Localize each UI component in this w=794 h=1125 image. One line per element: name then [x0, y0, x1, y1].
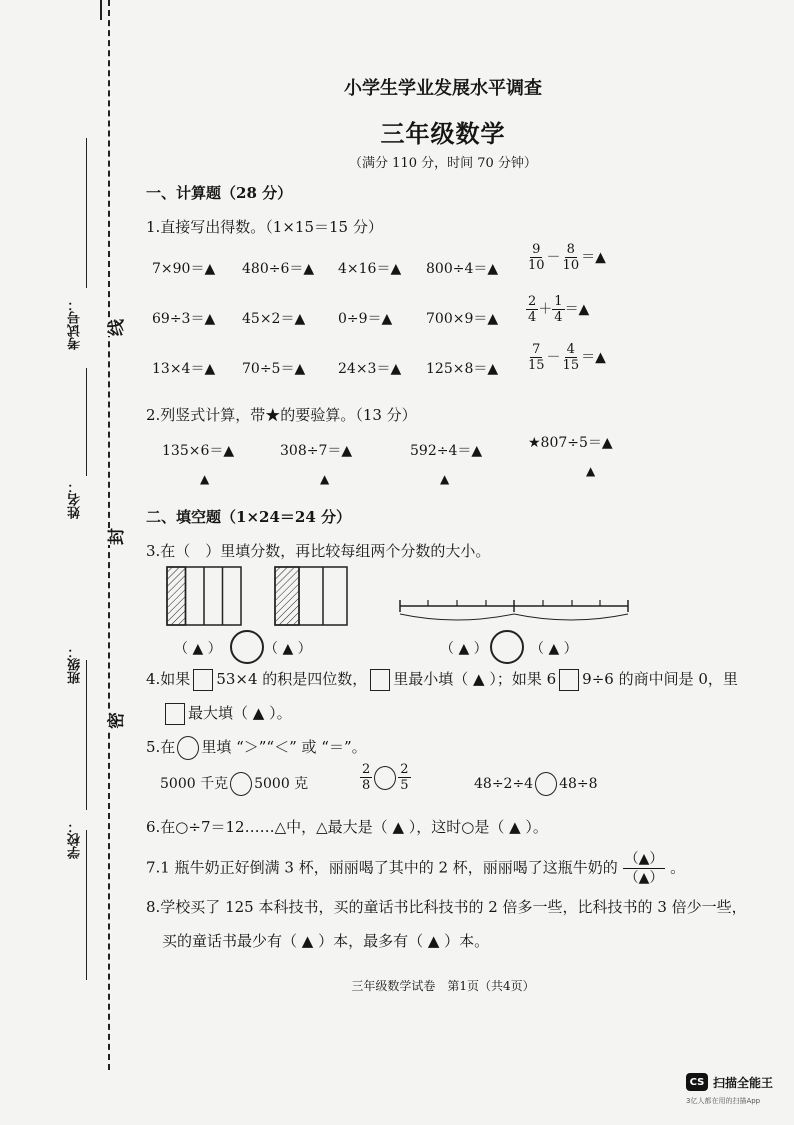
- binding-top-mark: [100, 0, 108, 20]
- q1-item: 69÷3＝▲: [152, 311, 216, 327]
- q1-item: 0÷9＝▲: [338, 311, 393, 327]
- q3-blank-right: （ ▲ ）: [264, 641, 312, 657]
- q3-blank-right-2: （ ▲ ）: [530, 641, 578, 657]
- q8-line1: 8.学校买了 125 本科技书，买的童话书比科技书的 2 倍多一些，比科技书的 3 倍少一些，: [146, 898, 747, 916]
- q2-item: ★807÷5＝▲: [528, 435, 613, 451]
- q5-circle: [374, 766, 396, 790]
- q1-item: 7×90＝▲: [152, 261, 216, 277]
- q4-digit-box: [193, 669, 213, 691]
- name-underline: [86, 368, 87, 476]
- q5-circle: [230, 772, 252, 796]
- q7-text: 7.1 瓶牛奶正好倒满 3 杯，丽丽喝了其中的 2 杯，丽丽喝了这瓶牛奶的 $\frac{(▲)}{(▲)}$ 。: [146, 851, 686, 886]
- q2-answer-mark: ▲: [320, 472, 330, 486]
- q5-intro: 5.在 里填 “＞”“＜” 或 “＝”。: [146, 736, 367, 760]
- exam-no-label: 考试号：: [68, 298, 83, 350]
- watermark-subtitle: 3亿人都在用的扫描App: [686, 1097, 761, 1105]
- q4-digit-box: [165, 703, 185, 725]
- q1-fraction-item: $\frac{9}{10}$ － $\frac{8}{10}$ ＝▲: [528, 242, 606, 273]
- q1-item: 4×16＝▲: [338, 261, 402, 277]
- q3-compare-circle-1: [230, 630, 264, 664]
- q5-item-2: $\frac{2}{8}$ $\frac{2}{5}$: [362, 762, 409, 793]
- q1-item: 70÷5＝▲: [242, 361, 306, 377]
- q5-circle: [535, 772, 557, 796]
- school-label: 学校：: [68, 820, 83, 859]
- seal-char-line: 线: [102, 319, 127, 336]
- q1-item: 24×3＝▲: [338, 361, 402, 377]
- class-label: 班级：: [68, 645, 83, 684]
- q2-answer-mark: ▲: [200, 472, 210, 486]
- q5-circle: [177, 736, 199, 760]
- q4-line1: 4.如果 53×4 的积是四位数， 里最小填（ ▲ ）；如果 6 9÷6 的商中间是 0，里: [146, 668, 738, 691]
- q1-item: 125×8＝▲: [426, 361, 499, 377]
- q6-text: 6.在○÷7＝12……△中，△最大是（ ▲ ），这时○是（ ▲ ）。: [146, 818, 548, 836]
- watermark-title: 扫描全能王: [713, 1075, 774, 1090]
- fraction-rectangle-figure-1: [166, 566, 242, 626]
- q3-compare-circle-2: [490, 630, 524, 664]
- q1-item: 800÷4＝▲: [426, 261, 499, 277]
- q4-digit-box: [370, 669, 390, 691]
- exam-info: （满分 110 分，时间 70 分钟）: [349, 156, 537, 171]
- q4-digit-box: [559, 669, 579, 691]
- q1-fraction-item: $\frac{7}{15}$ － $\frac{4}{15}$ ＝▲: [528, 342, 606, 373]
- survey-title: 小学生学业发展水平调查: [344, 78, 542, 99]
- page-footer: 三年级数学试卷 第1页（共4页）: [351, 979, 535, 993]
- q2-answer-mark: ▲: [440, 472, 450, 486]
- q3-blank-left: （ ▲ ）: [174, 641, 222, 657]
- q5-item-3: 48÷2÷4 48÷8: [474, 772, 598, 796]
- class-underline: [86, 660, 87, 810]
- q5-item-1: 5000 千克 5000 克: [160, 772, 308, 796]
- q2-answer-mark: ▲: [586, 464, 596, 478]
- fraction-rectangle-figure-2: [274, 566, 348, 626]
- section1-title: 一、计算题（28 分）: [146, 184, 293, 202]
- scanner-watermark: [686, 1073, 773, 1091]
- q1-title: 1.直接写出得数。（1×15＝15 分）: [146, 218, 383, 236]
- q1-fraction-item: $\frac{2}{4}$ ＋ $\frac{1}{4}$ ＝▲: [528, 294, 590, 325]
- q1-item: 13×4＝▲: [152, 361, 216, 377]
- q2-item: 592÷4＝▲: [410, 443, 483, 459]
- q1-item: 700×9＝▲: [426, 311, 499, 327]
- school-underline: [86, 830, 87, 980]
- q1-item: 480÷6＝▲: [242, 261, 315, 277]
- q2-item: 135×6＝▲: [162, 443, 235, 459]
- fraction-number-line: [398, 596, 630, 626]
- q1-item: 45×2＝▲: [242, 311, 306, 327]
- q2-item: 308÷7＝▲: [280, 443, 353, 459]
- subject-title: 三年级数学: [380, 119, 506, 148]
- q4-line2: 最大填（ ▲ ）。: [162, 702, 292, 725]
- section2-title: 二、填空题（1×24＝24 分）: [146, 508, 351, 526]
- q3-text: 3.在（ ）里填分数，再比较每组两个分数的大小。: [146, 542, 491, 560]
- name-label: 姓名：: [68, 480, 83, 519]
- seal-char-secret: 密: [102, 712, 127, 729]
- camscanner-logo: CS: [686, 1073, 708, 1091]
- q3-blank-left-2: （ ▲ ）: [440, 641, 488, 657]
- q2-title: 2.列竖式计算，带★的要验算。（13 分）: [146, 406, 417, 424]
- q8-line2: 买的童话书最少有（ ▲ ）本，最多有（ ▲ ）本。: [162, 932, 490, 950]
- seal-char-seal: 封: [102, 528, 127, 545]
